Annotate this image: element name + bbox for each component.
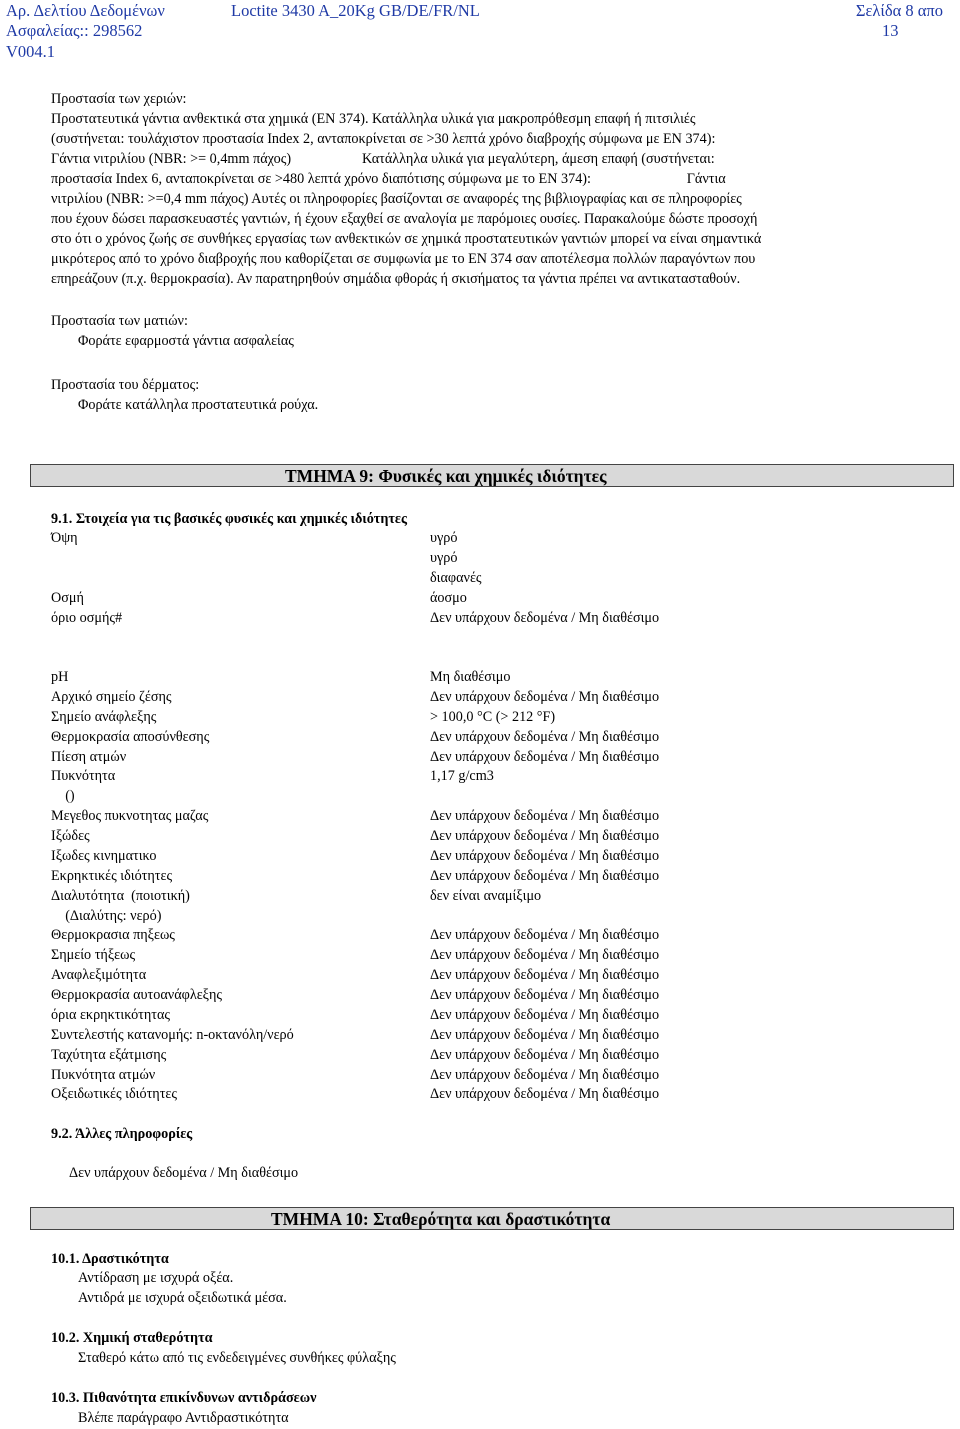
property-value: Δεν υπάρχουν δεδομένα / Μη διαθέσιμο — [430, 1066, 660, 1083]
property-value: Δεν υπάρχουν δεδομένα / Μη διαθέσιμο — [430, 927, 660, 944]
property-label: Πυκνότητα ατμών — [51, 1066, 156, 1083]
hand-protection-line: στο ότι ο χρόνος ζωής σε συνθήκες εργασίας των ανθεκτικών σε χημικά προστατευτικών γαντιών μπορεί να είναι σημαντικά — [51, 230, 762, 247]
hand-protection-line: Γάντια νιτριλίου (NBR: >= 0,4mm πάχος) Κατάλληλα υλικά για μεγαλύτερη, άμεση επαφή (συστήνεται: — [51, 150, 715, 167]
property-label: Πίεση ατμών — [51, 748, 127, 765]
property-value: Μη διαθέσιμο — [430, 669, 511, 685]
property-value: Δεν υπάρχουν δεδομένα / Μη διαθέσιμο — [430, 987, 660, 1004]
property-label: Όψη — [51, 530, 78, 546]
property-label: Σημείο τήξεως — [51, 947, 136, 964]
property-value: Δεν υπάρχουν δεδομένα / Μη διαθέσιμο — [430, 967, 660, 984]
section-10-2-heading: 10.2. Χημική σταθερότητα — [51, 1330, 213, 1346]
property-label: Εκρηκτικές ιδιότητες — [51, 867, 173, 884]
property-label: Ταχύτητα εξάτμισης — [51, 1046, 167, 1063]
property-value: διαφανές — [430, 569, 482, 586]
property-value: > 100,0 °C (> 212 °F) — [430, 708, 556, 725]
property-label: () — [51, 788, 75, 805]
section-9-2-text: Δεν υπάρχουν δεδομένα / Μη διαθέσιμο — [69, 1165, 299, 1181]
hand-protection-title: Προστασία των χεριών: — [51, 91, 187, 107]
property-label: Θερμοκρασία αυτοανάφλεξης — [51, 987, 223, 1004]
section-9-1-heading: 9.1. Στοιχεία για τις βασικές φυσικές και χημικές ιδιότητες — [51, 511, 407, 527]
property-value: Δεν υπάρχουν δεδομένα / Μη διαθέσιμο — [430, 867, 660, 884]
hand-protection-line: (συστήνεται: τουλάχιστον προστασία Index 2, ανταποκρίνεται σε >30 λεπτά χρόνο διαβροχής σύμφωνα με EN 374): — [51, 130, 716, 147]
property-label: Πυκνότητα — [51, 768, 116, 785]
hand-protection-line: προστασία Index 6, ανταποκρίνεται σε >480 λεπτά χρόνο διαπότισης σύμφωνα με το EN 374): Γάντια — [51, 170, 726, 187]
section-10-title: ΤΜΗΜΑ 10: Σταθερότητα και δραστικότητα — [271, 1209, 611, 1229]
header-version: V004.1 — [6, 42, 56, 61]
property-label: Σημείο ανάφλεξης — [51, 708, 157, 725]
property-label: Θερμοκρασία αποσύνθεσης — [51, 728, 210, 745]
property-value: Δεν υπάρχουν δεδομένα / Μη διαθέσιμο — [430, 1046, 660, 1063]
property-label: Συντελεστής κατανομής: n-οκτανόλη/νερό — [51, 1026, 294, 1043]
property-value: Δεν υπάρχουν δεδομένα / Μη διαθέσιμο — [430, 947, 660, 964]
property-label: Οξειδωτικές ιδιότητες — [51, 1086, 177, 1103]
property-value: Δεν υπάρχουν δεδομένα / Μη διαθέσιμο — [430, 1006, 660, 1023]
property-value: Δεν υπάρχουν δεδομένα / Μη διαθέσιμο — [430, 1026, 660, 1043]
section-10-2-text: Σταθερό κάτω από τις ενδεδειγμένες συνθήκες φύλαξης — [78, 1350, 396, 1366]
property-label: Οσμή — [51, 589, 84, 606]
section-10-1-line-1: Αντίδραση με ισχυρά οξέα. — [78, 1270, 234, 1286]
header-page-label: Σελίδα 8 απο — [855, 1, 943, 20]
hand-protection-line: επηρεάζουν (π.χ. θερμοκρασία). Αν παρατηρηθούν σημάδια φθοράς ή σκισήματος τα γάντια πρέπει να αντικατασταθούν. — [51, 270, 741, 287]
property-value: Δεν υπάρχουν δεδομένα / Μη διαθέσιμο — [430, 1086, 660, 1103]
hand-protection-line: που έχουν δώσει παρασκευαστές γαντιών, ή έχουν εξαχθεί σε αναλογία με παρόμοιες ουσίες. Παρακαλούμε δώστε προσοχή — [51, 210, 758, 227]
property-value: Δεν υπάρχουν δεδομένα / Μη διαθέσιμο — [430, 609, 660, 626]
section-10-1-line-2: Αντιδρά με ισχυρά οξειδωτικά μέσα. — [78, 1290, 287, 1306]
property-value: άοσμο — [430, 589, 467, 606]
header-doc-no: Αρ. Δελτίου Δεδομένων — [6, 1, 165, 20]
property-label: Θερμοκρασια πηξεως — [51, 927, 175, 944]
skin-protection-text: Φοράτε κατάλληλα προστατευτικά ρούχα. — [78, 397, 319, 413]
skin-protection-title: Προστασία του δέρματος: — [51, 377, 200, 393]
property-value: Δεν υπάρχουν δεδομένα / Μη διαθέσιμο — [430, 728, 660, 745]
hand-protection-line: νιτριλίου (NBR: >=0,4 mm πάχος) Αυτές οι πληροφορίες βασίζονται σε αναφορές της βιβλιογραφίας και σε πληροφορίες — [51, 190, 742, 207]
property-value: υγρό — [430, 549, 458, 566]
property-label: όριο οσμής# — [51, 609, 123, 626]
property-label: όρια εκρηκτικότητας — [51, 1006, 171, 1023]
property-label: Ιξωδες κινηματικο — [51, 847, 157, 864]
property-value: 1,17 g/cm3 — [430, 768, 494, 785]
property-value: Δεν υπάρχουν δεδομένα / Μη διαθέσιμο — [430, 828, 660, 845]
header-product: Loctite 3430 A_20Kg GB/DE/FR/NL — [231, 1, 480, 20]
property-value: Δεν υπάρχουν δεδομένα / Μη διαθέσιμο — [430, 748, 660, 765]
property-label: Ιξώδες — [51, 828, 90, 845]
eye-protection-title: Προστασία των ματιών: — [51, 313, 188, 329]
property-label: (Διαλύτης: νερό) — [51, 907, 162, 924]
property-value: Δεν υπάρχουν δεδομένα / Μη διαθέσιμο — [430, 688, 660, 705]
header-page-total: 13 — [882, 21, 899, 40]
property-label: Αναφλεξιμότητα — [51, 967, 147, 984]
property-label: Αρχικό σημείο ζέσης — [51, 688, 172, 705]
property-value: δεν είναι αναμίξιμο — [430, 887, 542, 904]
hand-protection-line: Προστατευτικά γάντια ανθεκτικά στα χημικά (EN 374). Κατάλληλα υλικά για μακροπρόθεσμη επαφή ή πιτσιλιές — [51, 111, 696, 127]
property-label: pH — [51, 669, 69, 685]
section-9-2-heading: 9.2. Άλλες πληροφορίες — [51, 1126, 193, 1142]
section-10-3-text: Βλέπε παράγραφο Αντιδραστικότητα — [78, 1410, 289, 1426]
section-10-3-heading: 10.3. Πιθανότητα επικίνδυνων αντιδράσεων — [51, 1390, 317, 1406]
section-10-1-heading: 10.1. Δραστικότητα — [51, 1251, 169, 1267]
section-9-title: ΤΜΗΜΑ 9: Φυσικές και χημικές ιδιότητες — [285, 466, 607, 486]
property-value: Δεν υπάρχουν δεδομένα / Μη διαθέσιμο — [430, 847, 660, 864]
hand-protection-line: μικρότερος από το χρόνο διαβροχής που καθορίζεται σε συμφωνία με το EN 374 σαν αποτέλεσμα πολλών παραγόντων που — [51, 250, 756, 267]
property-label: Μεγεθος πυκνοτητας μαζας — [51, 808, 209, 825]
eye-protection-text: Φοράτε εφαρμοστά γάντια ασφαλείας — [78, 333, 294, 349]
property-value: Δεν υπάρχουν δεδομένα / Μη διαθέσιμο — [430, 808, 660, 825]
property-value: υγρό — [430, 530, 458, 546]
header-safety-id: Ασφαλείας:: 298562 — [6, 21, 143, 40]
property-label: Διαλυτότητα (ποιοτική) — [51, 887, 190, 904]
